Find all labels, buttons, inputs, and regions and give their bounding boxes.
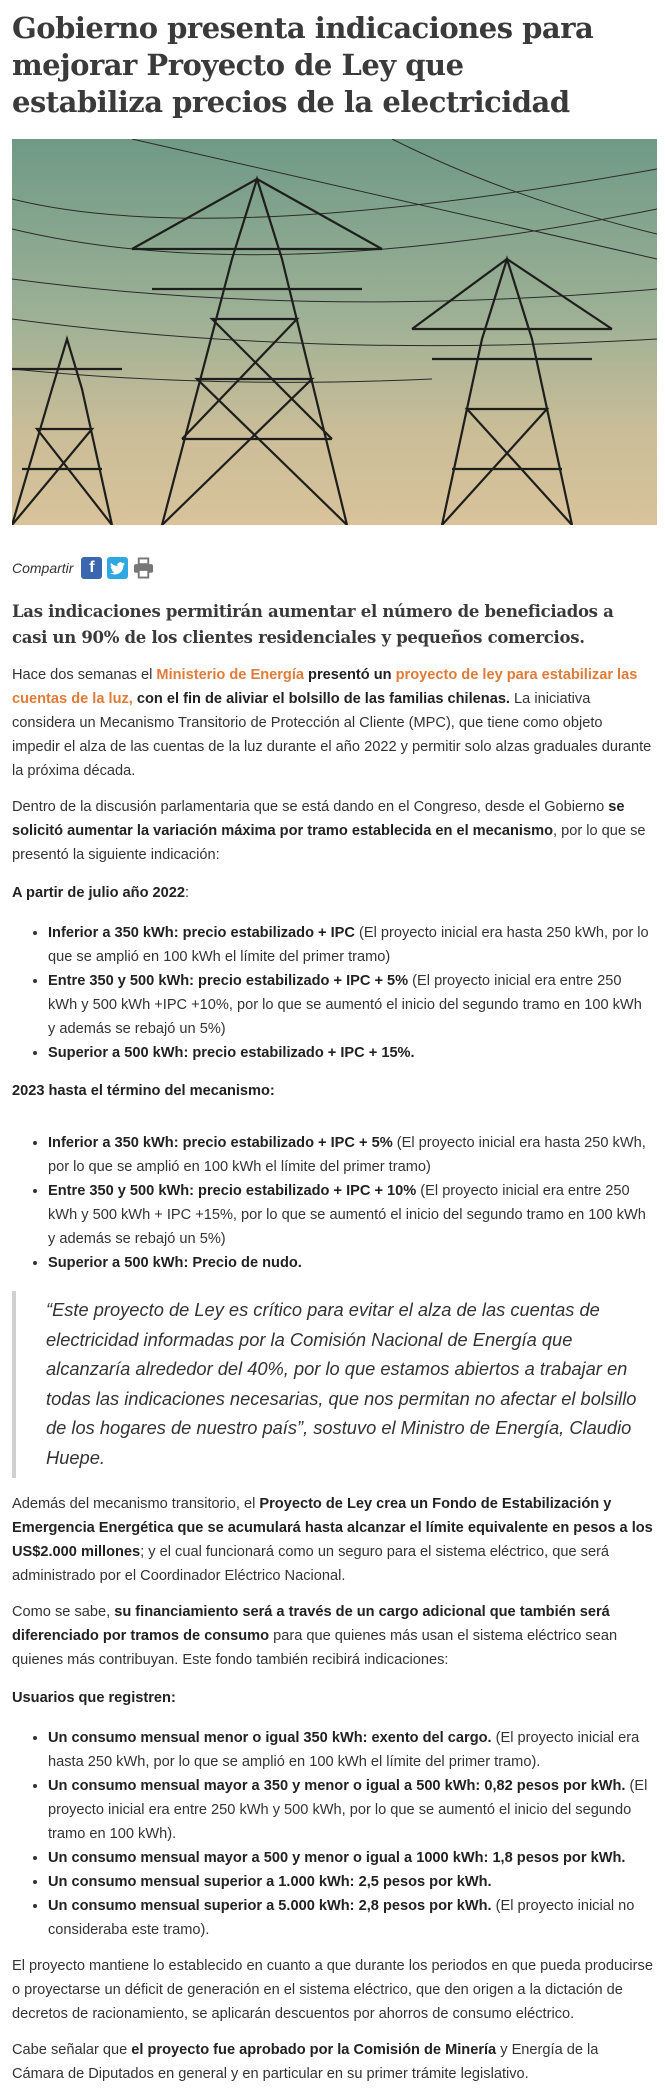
text: La iniciativa considera un Mecanismo Transitorio de Protección al Cliente (MPC), que tiene como objeto impedir el alza de las cuentas de la luz durante el año 2022 y permitir solo alzas graduales durante la próxima década. — [12, 691, 652, 779]
text: : — [185, 885, 190, 901]
paragraph — [12, 795, 653, 867]
power-lines-photo-icon — [12, 139, 657, 525]
list-item — [48, 921, 653, 969]
bold-text: su financiamiento será a través de un cargo adicional que también será diferenciado por tramos de consumo — [12, 1604, 610, 1644]
section-label — [12, 1686, 653, 1710]
bold-text: con el fin de aliviar el bolsillo de las familias chilenas. — [132, 691, 510, 707]
text: Además del mecanismo transitorio, el — [12, 1496, 260, 1512]
list-item — [48, 1179, 653, 1251]
paragraph — [12, 1492, 653, 1588]
list-item — [48, 1726, 653, 1774]
list-item — [48, 1846, 653, 1870]
text: “Este proyecto de Ley es crítico para evitar el alza de las cuentas de electricidad informadas por la Comisión Nacional de Energía que alcanzaría alrededor del 40%, por lo que estamos abiertos a trabajar en todas las indicaciones necesarias, que nos permitan no afectar el bolsillo de los hogares de nuestro país”, sostuvo el Ministro de Energía, Claudio Huepe. — [46, 1299, 637, 1468]
pull-quote — [12, 1291, 653, 1478]
bold-text: se solicitó aumentar la variación máxima por tramo establecida en el mecanismo — [12, 799, 625, 839]
bold-text: A partir de julio año 2022 — [12, 885, 186, 901]
bold-text: Un consumo mensual mayor a 500 y menor o igual a 1000 kWh: 1,8 pesos por kWh. — [48, 1850, 626, 1866]
text: (El proyecto inicial era entre 250 kWh y 500 kWh +IPC +10%, por lo que se aumentó el inicio del segundo tramo en 100 kWh y además se rebajó un 5%) — [48, 973, 642, 1037]
text: Hace dos semanas el — [12, 667, 157, 683]
text: y Energía de la Cámara de Diputados en general y en particular en su primer trámite legislativo. — [12, 2042, 599, 2082]
paragraph — [12, 1954, 653, 2026]
article-title: Gobierno presenta indicaciones para mejorar Proyecto de Ley que estabiliza precios de la electricidad — [12, 11, 594, 119]
text: (El proyecto inicial era hasta 250 kWh, por lo que se amplió en 100 kWh el límite del primer tramo) — [48, 1135, 646, 1175]
bold-text: Un consumo mensual mayor a 350 y menor o igual a 500 kWh: 0,82 pesos por kWh. — [48, 1778, 626, 1794]
text: (El proyecto inicial era hasta 250 kWh, por lo que se amplió en 100 kWh el límite del primer tramo). — [48, 1730, 640, 1770]
facebook-icon[interactable]: f — [81, 557, 102, 579]
share-label: Compartir — [12, 560, 74, 576]
article-subtitle: Las indicaciones permitirán aumentar el número de beneficiados a casi un 90% de los clientes residenciales y pequeños comercios. — [12, 602, 614, 647]
bold-text: Superior a 500 kWh: precio estabilizado + IPC + 15%. — [48, 1045, 415, 1061]
print-icon[interactable] — [133, 557, 154, 579]
bullet-list — [12, 1131, 653, 1275]
bold-text: Inferior a 350 kWh: precio estabilizado + IPC — [48, 925, 355, 941]
list-item — [48, 1870, 653, 1894]
list-item — [48, 1251, 653, 1275]
text: Cabe señalar que — [12, 2042, 132, 2058]
twitter-icon[interactable] — [107, 557, 128, 579]
text: Dentro de la discusión parlamentaria que se está dando en el Congreso, desde el Gobierno — [12, 799, 609, 815]
text: (El proyecto inicial era entre 250 kWh y 500 kWh, por lo que se aumentó el inicio del segundo tramo en 100 kWh). — [48, 1778, 648, 1842]
list-item — [48, 1894, 653, 1942]
list-item — [48, 1131, 653, 1179]
list-item — [48, 1774, 653, 1846]
bold-text: Usuarios que registren: — [12, 1690, 176, 1706]
inline-link[interactable]: Ministerio de Energía — [156, 667, 304, 683]
list-item — [48, 1041, 653, 1065]
bold-text: el proyecto fue aprobado por la Comisión de Minería — [131, 2042, 497, 2058]
article — [0, 10, 665, 2086]
text: (El proyecto inicial era hasta 250 kWh, por lo que se amplió en 100 kWh el límite del primer tramo) — [48, 925, 649, 965]
bold-text: Entre 350 y 500 kWh: precio estabilizado + IPC + 5% — [48, 973, 409, 989]
article-body — [12, 663, 653, 2086]
bullet-list — [12, 921, 653, 1065]
section-label — [12, 881, 653, 905]
bold-text: Un consumo mensual superior a 1.000 kWh: 2,5 pesos por kWh. — [48, 1874, 492, 1890]
text: El proyecto mantiene lo establecido en cuanto a que durante los periodos en que pueda producirse o proyectarse un déficit de generación en el sistema eléctrico, que den origen a la dictación de decretos de racionamiento, se aplicarán descuentos por ahorros de consumo eléctrico. — [12, 1958, 653, 2022]
text: (El proyecto inicial era entre 250 kWh y 500 kWh + IPC +15%, por lo que se aumentó el inicio del segundo tramo en 100 kWh y además se rebajó un 5%) — [48, 1183, 646, 1247]
inline-link[interactable]: proyecto de ley para estabilizar las cuentas de la luz, — [12, 667, 638, 707]
paragraph — [12, 663, 653, 783]
bold-text: Inferior a 350 kWh: precio estabilizado + IPC + 5% — [48, 1135, 393, 1151]
bold-text: Proyecto de Ley crea un Fondo de Estabilización y Emergencia Energética que se acumulará hasta alcanzar el límite equivalente en pesos a los US$2.000 millones — [12, 1496, 653, 1560]
text: ; y el cual funcionará como un seguro para el sistema eléctrico, que será administrado por el Coordinador Eléctrico Nacional. — [12, 1544, 610, 1584]
text: , por lo que se presentó la siguiente indicación: — [12, 823, 646, 863]
paragraph — [12, 2038, 653, 2086]
text: para que quienes más usan el sistema eléctrico sean quienes más contribuyan. Este fondo también recibirá indicaciones: — [12, 1628, 618, 1668]
bold-text: presentó un — [304, 667, 396, 683]
hero-image — [12, 139, 657, 525]
paragraph — [12, 1600, 653, 1672]
section-label — [12, 1079, 653, 1103]
bullet-list — [12, 1726, 653, 1942]
bold-text: Un consumo mensual superior a 5.000 kWh: 2,8 pesos por kWh. — [48, 1898, 492, 1914]
bold-text: Entre 350 y 500 kWh: precio estabilizado + IPC + 10% — [48, 1183, 417, 1199]
text: Como se sabe, — [12, 1604, 115, 1620]
bold-text: 2023 hasta el término del mecanismo: — [12, 1083, 275, 1099]
list-item — [48, 969, 653, 1041]
share-bar — [12, 555, 653, 581]
bold-text: Un consumo mensual menor o igual 350 kWh: exento del cargo. — [48, 1730, 492, 1746]
text: (El proyecto inicial no consideraba este tramo). — [48, 1898, 635, 1938]
bold-text: Superior a 500 kWh: Precio de nudo. — [48, 1255, 302, 1271]
